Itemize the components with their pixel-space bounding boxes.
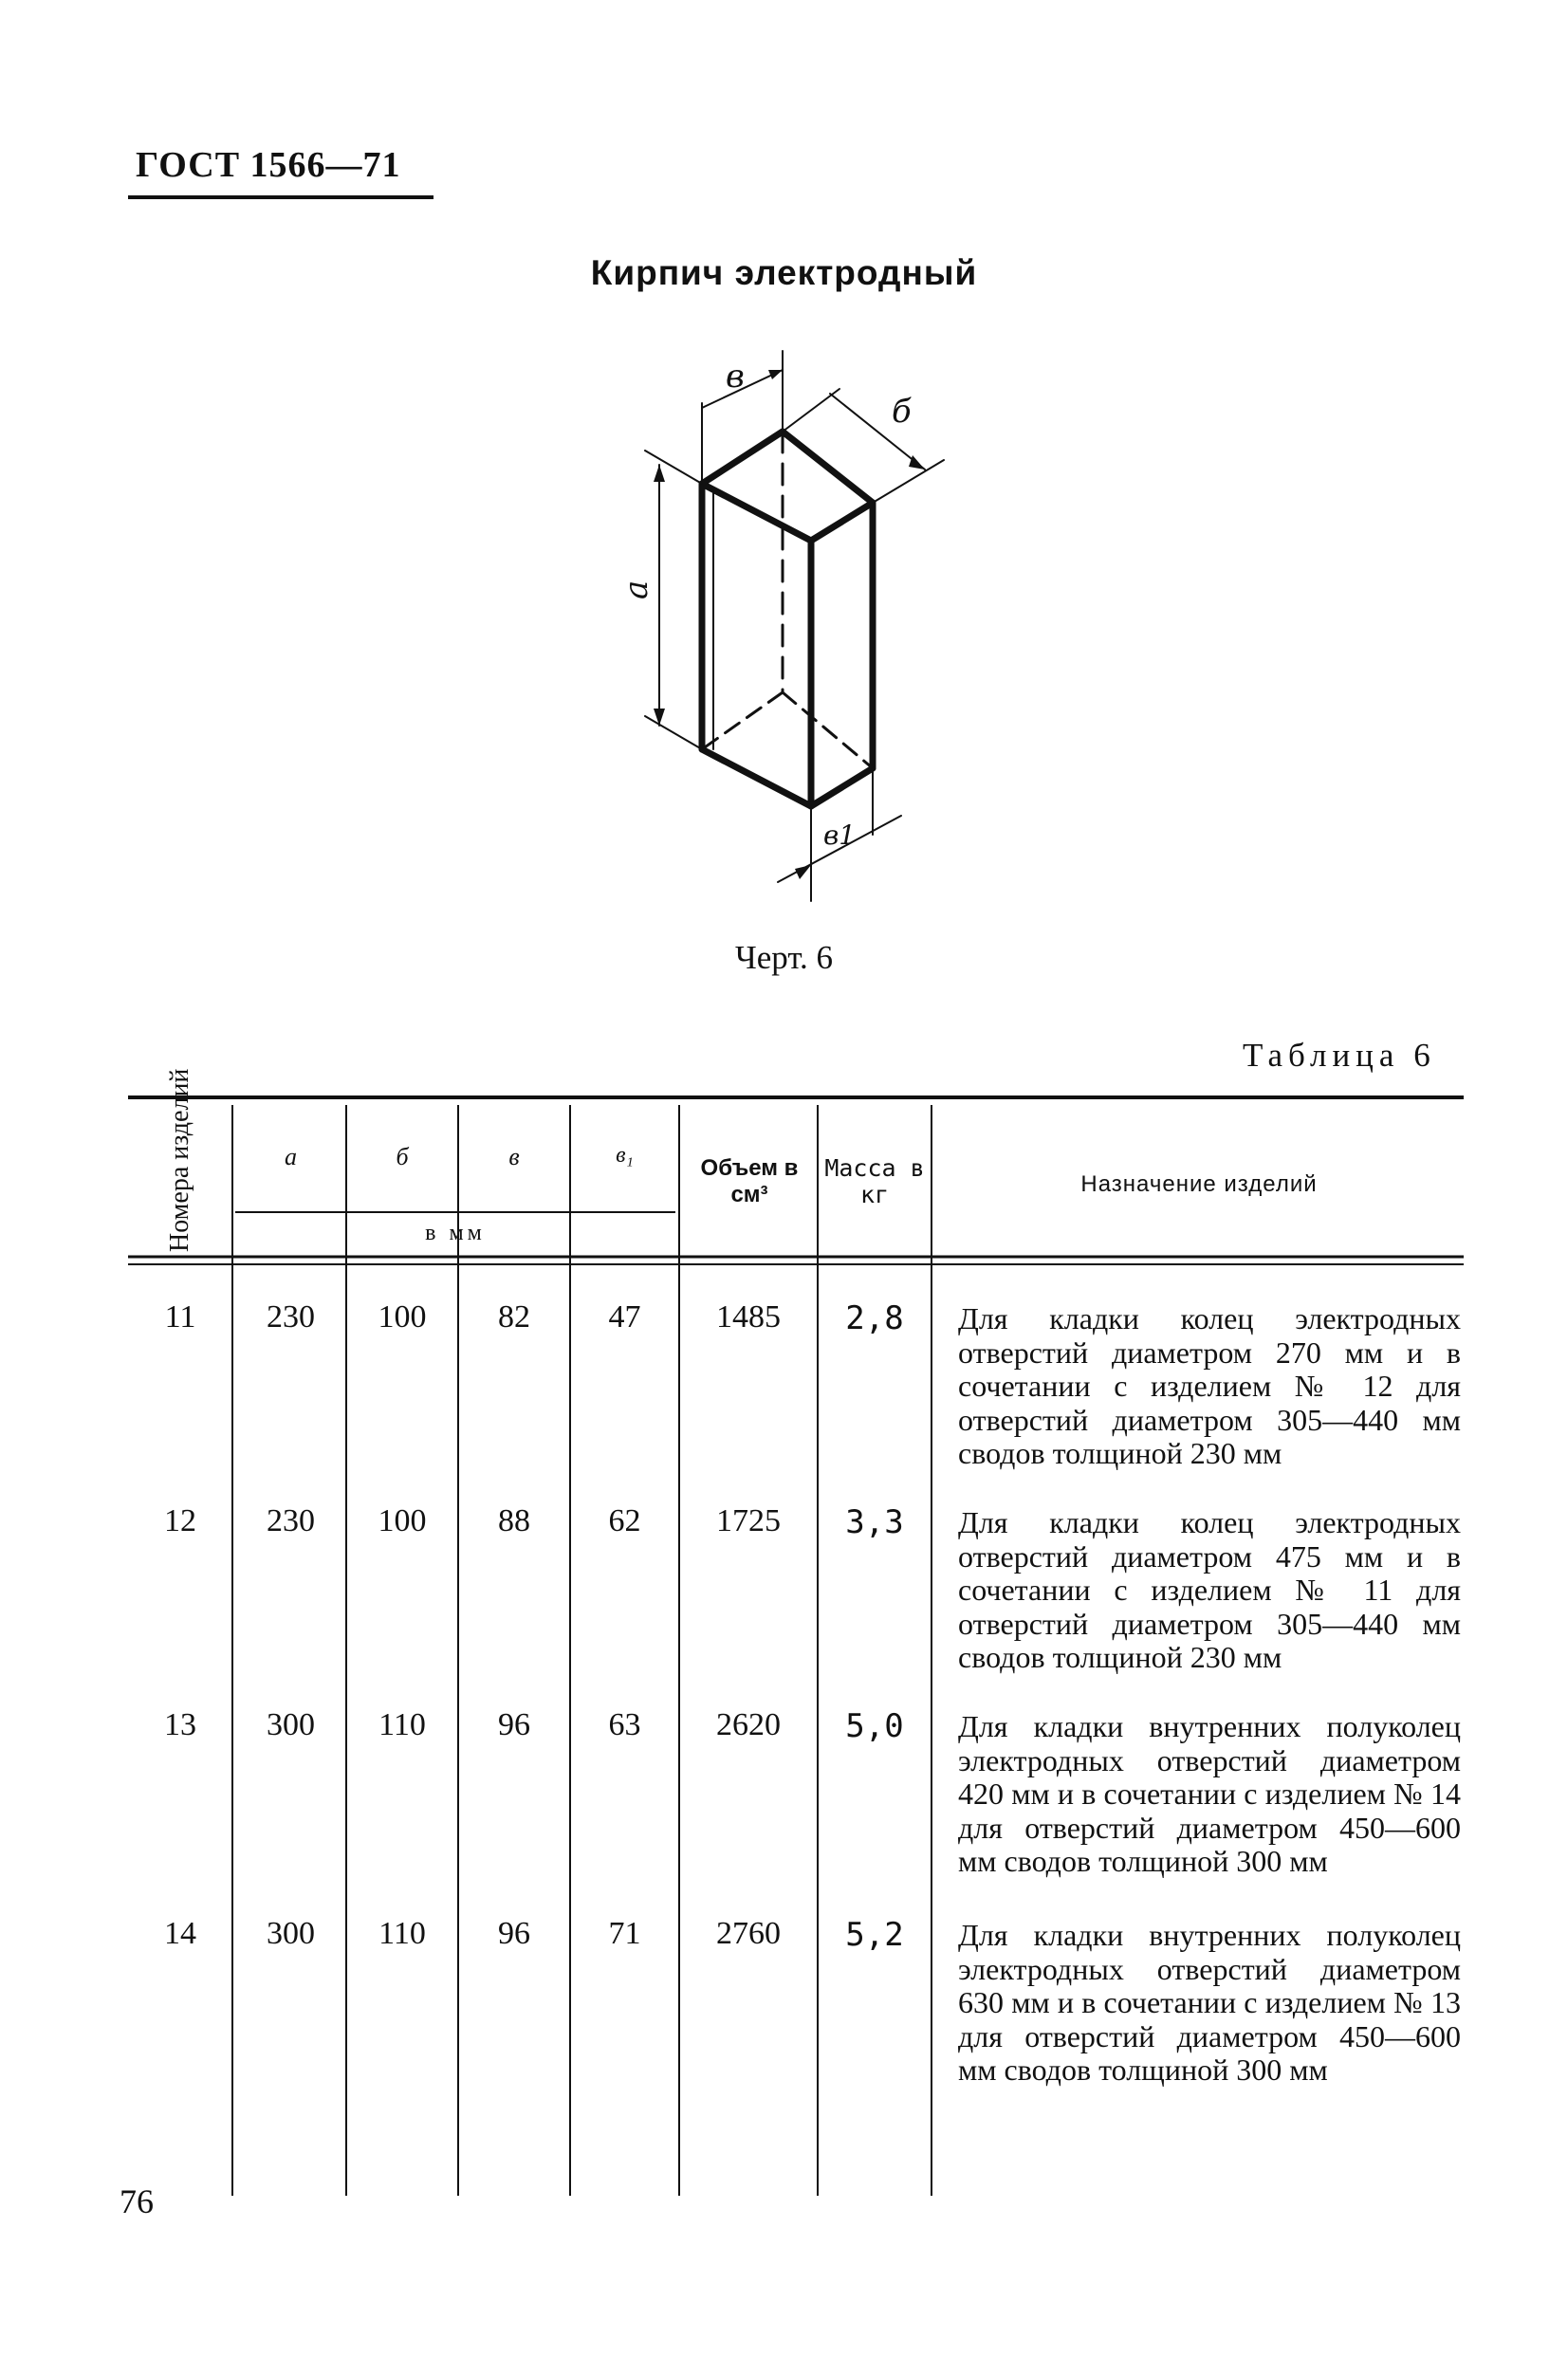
dim-label-b: в [726, 358, 745, 396]
row-12-no: 12 [164, 1503, 196, 1538]
row-11-v1: 47 [608, 1299, 641, 1335]
row-11-purpose: Для кладки колец электродных отверстий диаметром 270 мм и в сочетании с изделием № 12 для отверстий диаметром 305—440 мм сводов толщиной 230 мм [958, 1301, 1461, 1470]
figure-title: Кирпич электродный [590, 253, 978, 292]
row-14-b: 110 [378, 1916, 426, 1951]
row-12-v1: 62 [608, 1503, 641, 1538]
row-11-mass: 2,8 [845, 1299, 904, 1337]
row-14-v1: 71 [608, 1916, 641, 1951]
row-13-a: 300 [267, 1707, 315, 1742]
row-13-b: 110 [378, 1707, 426, 1742]
document-code: ГОСТ 1566—71 [136, 145, 401, 185]
table-caption: Таблица 6 [1243, 1037, 1436, 1074]
row-14-volume: 2760 [716, 1916, 781, 1951]
header-purpose: Назначение изделий [1080, 1171, 1318, 1197]
row-13-purpose: Для кладки внутренних полуколец электродных отверстий диаметром 420 мм и в сочетании с изделием № 14 для отверстий диаметром 450—600 мм сводов толщиной 300 мм [958, 1709, 1461, 1878]
dim-label-v1: в1 [823, 819, 857, 851]
header-number: Номера изделий [165, 1068, 194, 1252]
row-12-volume: 1725 [716, 1503, 781, 1538]
row-14-purpose: Для кладки внутренних полуколец электродных отверстий диаметром 630 мм и в сочетании с изделием № 13 для отверстий диаметром 450—600 мм сводов толщиной 300 мм [958, 1918, 1461, 2087]
header-a: а [285, 1143, 297, 1170]
row-11-b: 100 [378, 1299, 427, 1335]
row-12-v: 88 [498, 1503, 530, 1538]
row-14-mass: 5,2 [845, 1916, 904, 1954]
row-13-v1: 63 [608, 1707, 641, 1742]
dim-label-a: а [618, 580, 655, 599]
dim-label-delta: б [892, 393, 912, 431]
row-13-mass: 5,0 [845, 1707, 904, 1745]
row-14-a: 300 [267, 1916, 315, 1951]
header-b: б [396, 1143, 409, 1170]
row-13-no: 13 [164, 1707, 196, 1742]
row-11-a: 230 [267, 1299, 315, 1335]
row-12-purpose: Для кладки колец электродных отверстий диаметром 475 мм и в сочетании с изделием № 11 для отверстий диаметром 305—440 мм сводов толщиной 230 мм [958, 1505, 1461, 1674]
header-volume: Объем в см³ [700, 1155, 799, 1207]
row-11-volume: 1485 [716, 1299, 781, 1335]
row-14-v: 96 [498, 1916, 530, 1951]
row-12-mass: 3,3 [845, 1503, 904, 1541]
row-13-volume: 2620 [716, 1707, 781, 1742]
header-v: в [508, 1143, 520, 1170]
row-12-b: 100 [378, 1503, 427, 1538]
header-mass: Масса в кг [824, 1154, 925, 1208]
header-v1: в₁ [616, 1143, 634, 1168]
header-unit: в мм [425, 1221, 486, 1245]
row-14-no: 14 [164, 1916, 196, 1951]
row-11-v: 82 [498, 1299, 530, 1335]
row-12-a: 230 [267, 1503, 315, 1538]
page-number: 76 [120, 2182, 154, 2220]
row-13-v: 96 [498, 1707, 530, 1742]
figure-caption: Черт. 6 [735, 939, 833, 976]
row-11-no: 11 [164, 1299, 196, 1335]
